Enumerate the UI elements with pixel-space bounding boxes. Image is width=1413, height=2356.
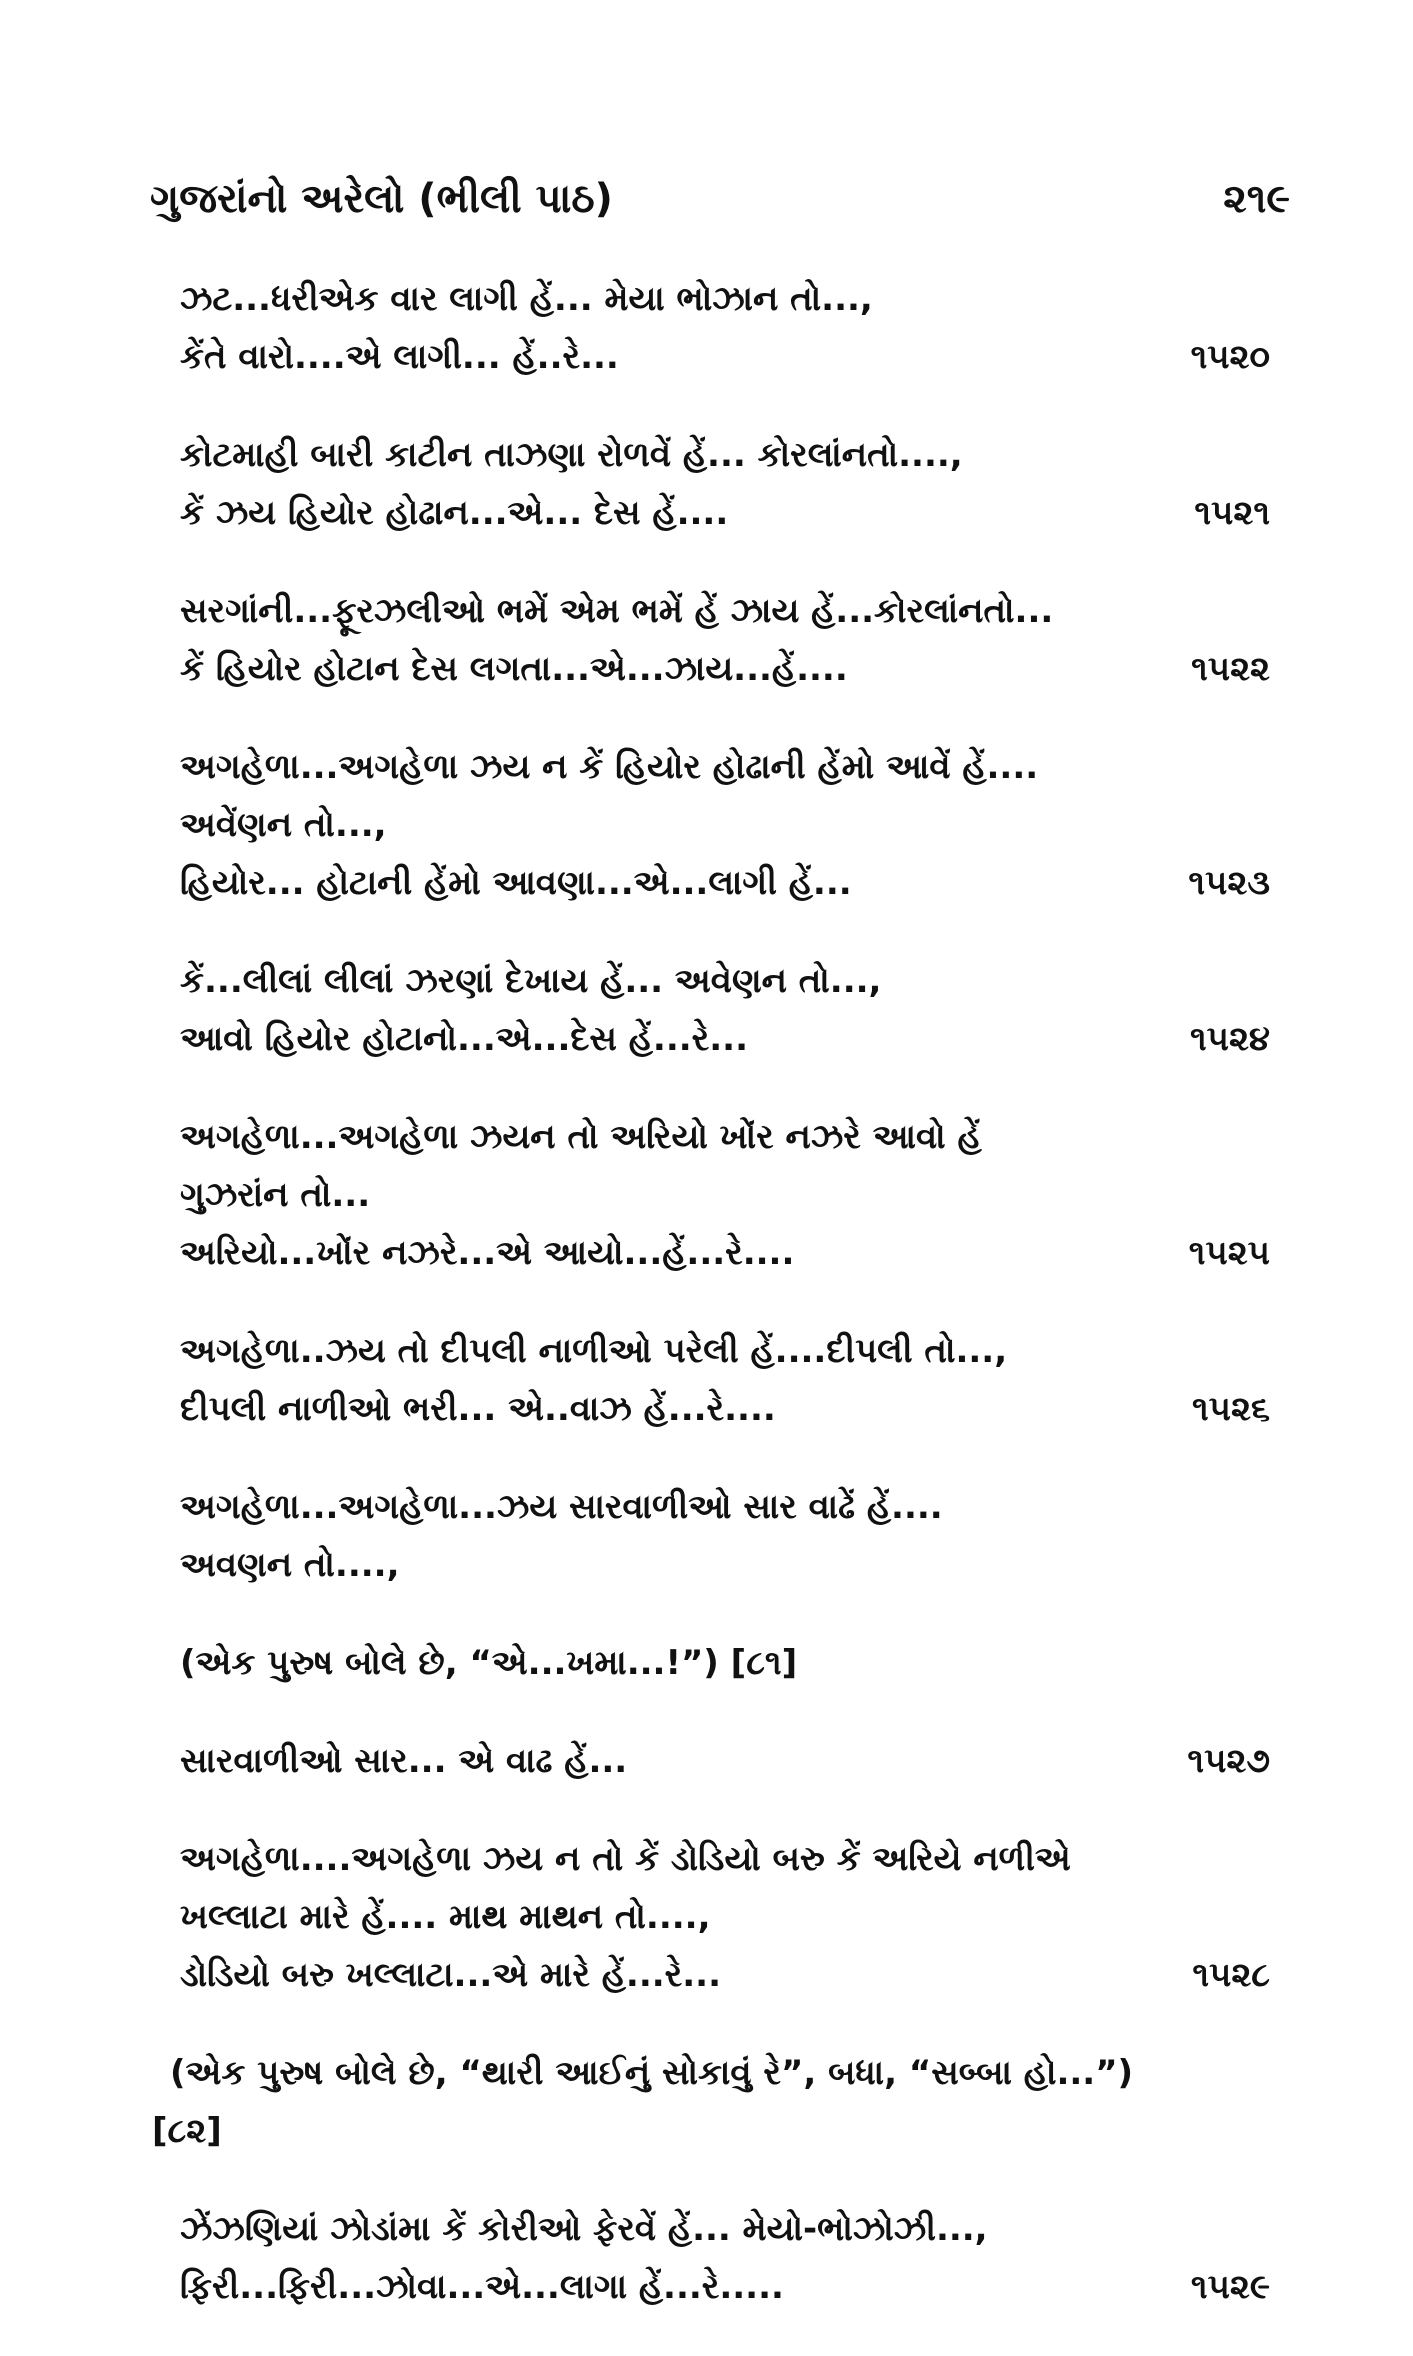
stanza-1520 — [150, 270, 1290, 386]
verse-number: ૧૫૨૧ — [1194, 493, 1270, 533]
stanza-1529 — [150, 2200, 1290, 2316]
note-reference: [૮૨] — [152, 2111, 222, 2151]
verse-line: અગહેળા....અગહેળા ઝય ન તો કેં ડોડિયો બરુ કેં અરિયે નળીએ — [180, 1839, 1071, 1879]
stanza-1522 — [150, 582, 1290, 698]
stanza-unnumbered — [150, 1478, 1290, 1594]
verse-line: કોટમાહી બારી કાટીન તાઝણા રોળવેં હેં... કોરલાંનતો...., — [180, 435, 963, 475]
stanza-1525 — [150, 1108, 1290, 1282]
verse-line: હિયોર... હોટાની હેંમો આવણા...એ...લાગી હેં... — [180, 863, 852, 903]
verse-line: કેંતે વારો....એ લાગી... હેં..રે... — [180, 337, 619, 377]
speaker-note-82 — [150, 2044, 1290, 2160]
verse-line: ગુઝરાંન તો... — [180, 1175, 371, 1215]
speaker-note-text: (એક પુરુષ બોલે છે, “થારી આઈનું સોકાવું રે”, બધા, “સબ્બા હો...”) — [170, 2053, 1134, 2093]
verse-line: અવેંણન તો..., — [180, 805, 387, 845]
page-body — [150, 270, 1290, 2356]
verse-line: અરિયો...ખોંર નઝરે...એ આયો...હેં...રે.... — [180, 1233, 795, 1273]
verse-line: અગહેળા...અગહેળા ઝયન તો અરિયો ખોંર નઝરે આવો હેં — [180, 1117, 982, 1157]
stanza-1524 — [150, 952, 1290, 1068]
verse-line: અગહેળા..ઝય તો દીપલી નાળીઓ પરેલી હેં....દીપલી તો..., — [180, 1331, 1008, 1371]
stanza-1523 — [150, 738, 1290, 912]
verse-line: ડોડિયો બરુ ખલ્લાટા...એ મારે હેં...રે... — [180, 1955, 721, 1995]
stanza-1526 — [150, 1322, 1290, 1438]
verse-number: ૧૫૨૨ — [1191, 649, 1270, 689]
verse-line: કેં...લીલાં લીલાં ઝરણાં દેખાય હેં... અવેણન તો..., — [180, 961, 882, 1001]
verse-number: ૧૫૨૬ — [1192, 1389, 1270, 1429]
verse-line: અગહેળા...અગહેળા ઝય ન કેં હિયોર હોઢાની હેંમો આવેં હેં.... — [180, 747, 1039, 787]
verse-number: ૧૫૨૫ — [1188, 1233, 1270, 1273]
verse-line: અવણન તો...., — [180, 1545, 400, 1585]
verse-number: ૧૫૨૩ — [1188, 863, 1270, 903]
verse-line: આવો હિયોર હોટાનો...એ...દેસ હેં...રે... — [180, 1019, 749, 1059]
verse-line: અગહેળા...અગહેળા...ઝય સારવાળીઓ સાર વાઢેં હેં.... — [180, 1487, 943, 1527]
verse-line: ઝેંઝણિયાં ઝોડાંમા કેં કોરીઓ ફેરવેં હેં... મેયો-ભોઝોઝી..., — [180, 2209, 988, 2249]
verse-line: ફિરી...ફિરી...ઝોવા...એ...લાગા હેં...રે..... — [180, 2267, 784, 2307]
page-header — [150, 176, 1290, 236]
running-head: ગુજરાંનો અરેલો (ભીલી પાઠ) — [150, 176, 613, 222]
verse-number: ૧૫૨૪ — [1189, 1019, 1270, 1059]
page-number: ૨૧૯ — [1223, 176, 1290, 222]
verse-line: કેં ઝય હિયોર હોઢાન...એ... દેસ હેં.... — [180, 493, 729, 533]
stanza-1528 — [150, 1830, 1290, 2004]
stanza-1521 — [150, 426, 1290, 542]
verse-line: ખલ્લાટા મારે હેં.... માથ માથન તો...., — [180, 1897, 711, 1937]
verse-number: ૧૫૨૯ — [1190, 2267, 1270, 2307]
verse-number: ૧૫૨૮ — [1192, 1955, 1270, 1995]
verse-line: ઝટ...ધરીએક વાર લાગી હેં... મેયા ભોઝાન તો..., — [180, 279, 873, 319]
verse-number: ૧૫૨૭ — [1187, 1741, 1270, 1781]
verse-line: દીપલી નાળીઓ ભરી... એ..વાઝ હેં...રે.... — [180, 1389, 776, 1429]
verse-line: કેં હિયોર હોટાન દેસ લગતા...એ...ઝાય...હેં.... — [180, 649, 848, 689]
stanza-1527 — [150, 1732, 1290, 1790]
verse-line: સરગાંની...ફૂરઝલીઓ ભમેં એમ ભમેં હેં ઝાય હેં...કોરલાંનતો... — [180, 591, 1054, 631]
speaker-note-81: (એક પુરુષ બોલે છે, “એ...ખમા...!”) [૮૧] — [180, 1643, 798, 1683]
verse-number: ૧૫૨૦ — [1190, 337, 1270, 377]
verse-line: સારવાળીઓ સાર... એ વાઢ હેં... — [180, 1741, 628, 1781]
